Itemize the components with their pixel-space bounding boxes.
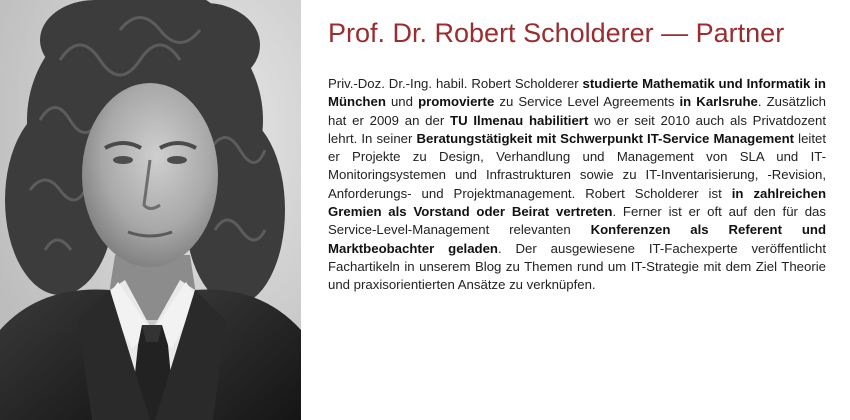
bio-text: leitet er Projekte zu Design, Verhandlung und Management von SLA und IT-Monitoringsystemen und Infrastrukturen sowie zu IT-Inventarisierung, -Revision, Anforderungs- und Projektmanagement. Robert Scholderer ist xyxy=(328,130,826,201)
portrait-photo xyxy=(0,0,301,420)
bio-text: . Ferner ist er oft auf den für das Service-Level-Management relevanten xyxy=(328,204,826,238)
bio-text: wo er seit 2010 auch als Privatdozent lehrt. In seiner xyxy=(328,112,826,146)
bio-highlight: Konferenzen als Referent und Marktbeobachter geladen xyxy=(328,222,826,256)
profile-content xyxy=(328,14,826,295)
profile-bio xyxy=(328,75,826,295)
bio-highlight: Beratungstätigkeit mit Schwerpunkt IT-Service Management xyxy=(416,130,795,146)
bio-text: . Zusätzlich hat er 2009 an der xyxy=(328,94,826,128)
bio-highlight: in Karlsruhe xyxy=(679,94,758,110)
bio-highlight: TU Ilmenau habilitiert xyxy=(450,112,589,128)
portrait-illustration xyxy=(0,0,301,420)
profile-heading: Prof. Dr. Robert Scholderer — Partner xyxy=(328,18,785,48)
bio-text: . Der ausgewiesene IT-Fachexperte veröffentlicht Fachartikeln in unserem Blog zu Themen rund um IT-Strategie mit dem Ziel Theorie und praxisorientierten Ansätze zu verknüpfen. xyxy=(328,240,826,293)
bio-highlight: promovierte xyxy=(418,94,495,110)
bio-highlight: studierte Mathematik und Informatik in München xyxy=(328,76,826,110)
bio-text: zu Service Level Agreements xyxy=(494,94,680,110)
bio-text: und xyxy=(385,94,419,110)
bio-text: Priv.-Doz. Dr.-Ing. habil. Robert Scholderer xyxy=(328,76,583,91)
bio-highlight: in zahlreichen Gremien als Vorstand oder Beirat vertreten xyxy=(328,185,826,220)
